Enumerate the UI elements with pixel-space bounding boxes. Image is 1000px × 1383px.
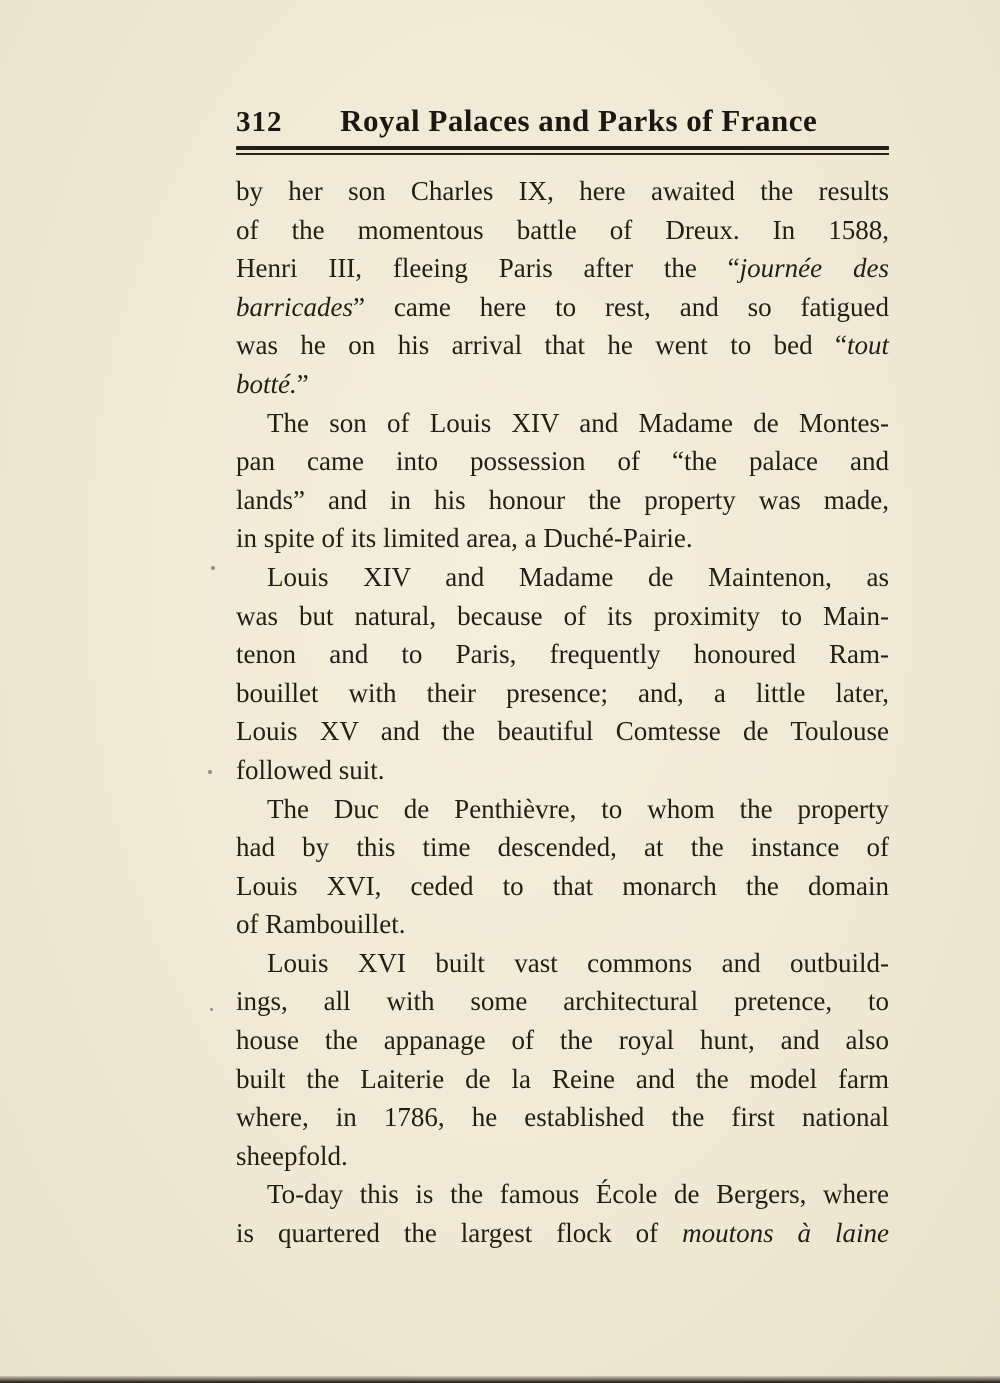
paragraph	[236, 404, 889, 558]
text-line: lands” and in his honour the property was made,	[236, 484, 889, 515]
text-line: in spite of its limited area, a Duché-Pairie.	[236, 523, 693, 554]
text-line: bouillet with their presence; and, a little later,	[236, 677, 889, 708]
text-line: had by this time descended, at the instance of	[236, 832, 889, 863]
paragraph	[236, 1175, 889, 1252]
text-line: The son of Louis XIV and Madame de Montes-	[267, 407, 889, 438]
text-line: pan came into possession of “the palace and	[236, 446, 889, 477]
text-line: built the Laiterie de la Reine and the model farm	[236, 1063, 889, 1094]
text-line: To-day this is the famous École de Bergers, where	[267, 1179, 889, 1210]
text-line: followed suit.	[236, 754, 385, 785]
text-line: was but natural, because of its proximity to Main-	[236, 600, 889, 631]
running-header	[236, 103, 889, 139]
text-line: barricades” came here to rest, and so fatigued	[236, 291, 889, 322]
page-content	[236, 0, 889, 1253]
header-rule-thick	[236, 146, 889, 150]
text-line: sheepfold.	[236, 1140, 348, 1171]
text-line: Louis XVI, ceded to that monarch the domain	[236, 870, 889, 901]
text-line: Louis XVI built vast commons and outbuild-	[267, 947, 889, 978]
paragraph	[236, 790, 889, 944]
page-title: Royal Palaces and Parks of France	[340, 103, 818, 138]
text-line: Louis XV and the beautiful Comtesse de Toulouse	[236, 716, 889, 747]
text-line: is quartered the largest flock of moutons à laine	[236, 1218, 889, 1249]
paragraph	[236, 944, 889, 1176]
scan-speck	[208, 770, 212, 774]
header-rule-thin	[236, 153, 889, 155]
page-body	[236, 172, 889, 1253]
text-line: ings, all with some architectural pretence, to	[236, 986, 889, 1017]
text-line: Henri III, fleeing Paris after the “journée des	[236, 253, 889, 284]
text-line: where, in 1786, he established the first national	[236, 1102, 889, 1133]
scan-speck	[211, 566, 215, 570]
text-line: of the momentous battle of Dreux. In 1588,	[236, 214, 889, 245]
text-line: was he on his arrival that he went to bed “tout	[236, 330, 889, 361]
paragraph	[236, 172, 889, 404]
text-line: The Duc de Penthièvre, to whom the property	[267, 793, 889, 824]
paragraph	[236, 558, 889, 790]
text-line: by her son Charles IX, here awaited the results	[236, 176, 889, 206]
text-line: tenon and to Paris, frequently honoured Ram-	[236, 639, 889, 670]
text-line: Louis XIV and Madame de Maintenon, as	[267, 561, 889, 592]
text-line: botté.”	[236, 368, 309, 399]
scan-speck	[210, 1008, 213, 1011]
text-line: house the appanage of the royal hunt, and also	[236, 1025, 889, 1056]
page-number: 312	[236, 106, 283, 138]
scan-bottom-edge	[0, 1376, 1000, 1383]
text-line: of Rambouillet.	[236, 909, 406, 940]
